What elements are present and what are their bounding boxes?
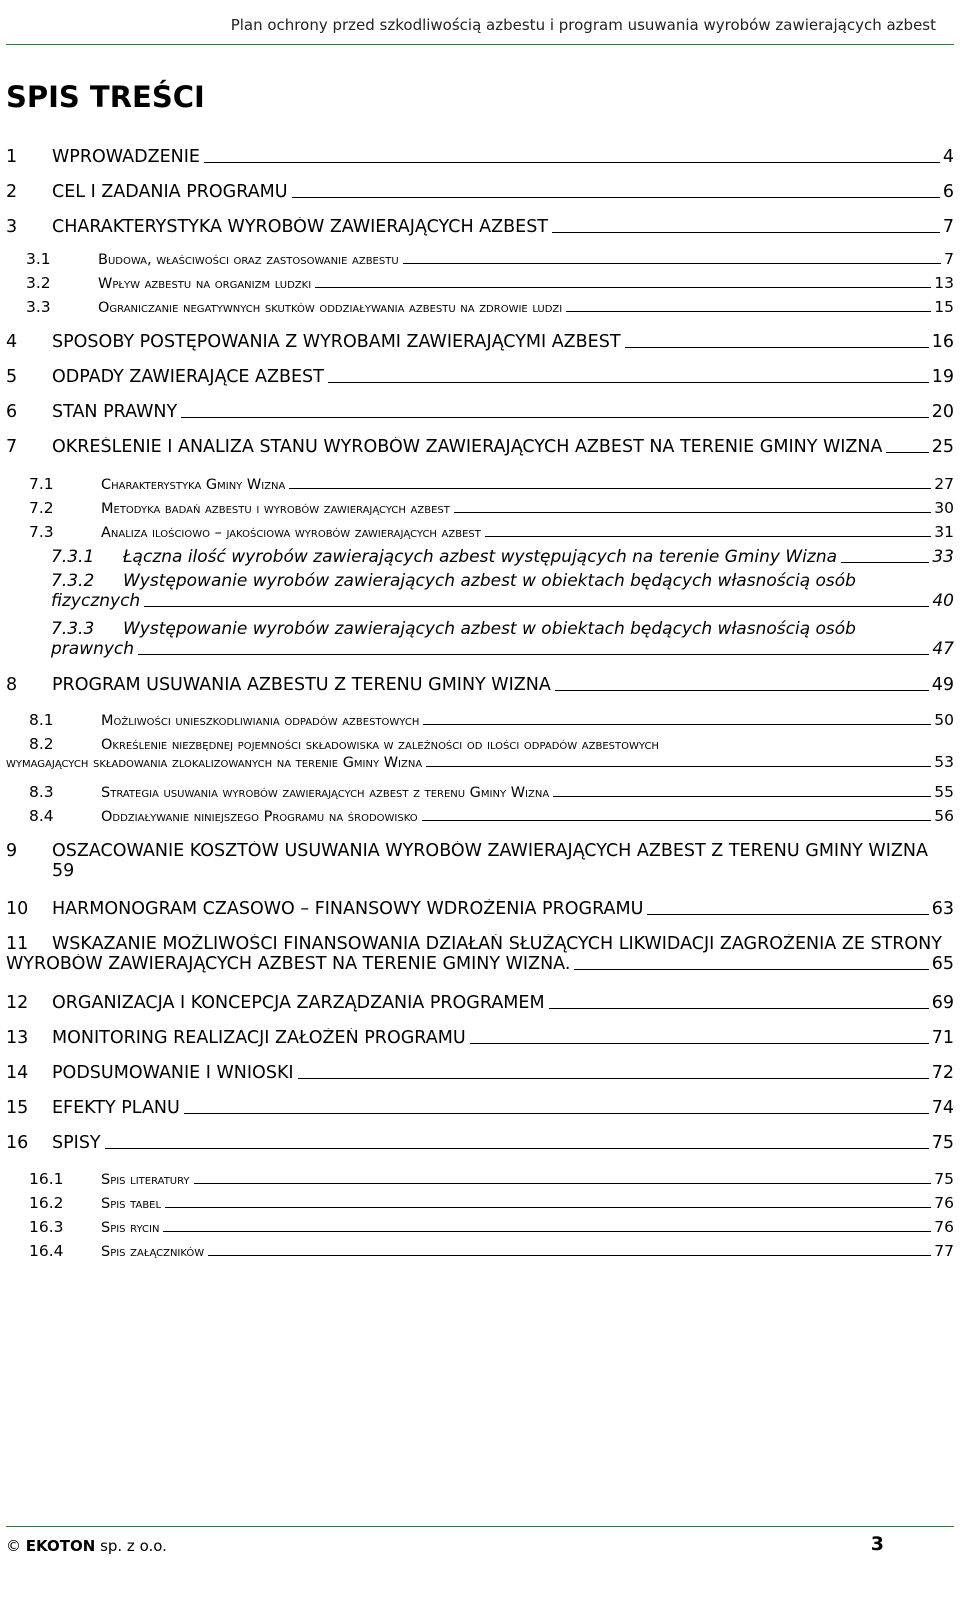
entry-page: 77 — [934, 1242, 954, 1260]
toc-entry-7-3-2[interactable] — [6, 571, 954, 619]
leader-line — [552, 232, 940, 233]
entry-title: Występowanie wyrobów zawierających azbest w obiektach będących własnością osób — [123, 619, 856, 639]
toc-entry-8-1[interactable] — [6, 711, 954, 735]
entry-title: Występowanie wyrobów zawierających azbest w obiektach będących własnością osób — [123, 571, 856, 591]
entry-page: 75 — [934, 1170, 954, 1188]
toc-entry-7-3-1[interactable] — [6, 547, 954, 571]
leader-line — [194, 1183, 932, 1184]
entry-number: 3.3 — [26, 298, 51, 316]
entry-page: 31 — [934, 523, 954, 541]
entry-number: 8.3 — [29, 783, 54, 801]
entry-title: Spis tabel — [101, 1196, 162, 1212]
entry-title-continued: prawnych — [51, 639, 135, 659]
leader-line — [328, 382, 929, 383]
entry-page: 76 — [934, 1194, 954, 1212]
entry-page: 47 — [932, 639, 954, 659]
entry-title: ORGANIZACJA I KONCEPCJA ZARZĄDZANIA PROGRAMEM — [52, 993, 545, 1013]
entry-page: 7 — [942, 217, 954, 237]
entry-page: 4 — [942, 147, 954, 167]
entry-number: 1 — [6, 147, 18, 167]
leader-line — [426, 766, 931, 767]
toc-entry-16-4[interactable] — [6, 1242, 954, 1266]
entry-title: WPROWADZENIE — [52, 147, 200, 167]
table-of-contents — [6, 147, 954, 1266]
entry-title: Oddziaływanie niniejszego Programu na środowisko — [101, 809, 418, 825]
entry-title: MONITORING REALIZACJI ZAŁOŻEŃ PROGRAMU — [52, 1028, 466, 1048]
entry-page: 63 — [931, 899, 954, 919]
entry-page: 33 — [932, 547, 954, 567]
toc-entry-3-1[interactable] — [6, 250, 954, 274]
entry-page: 76 — [934, 1218, 954, 1236]
toc-entry-7-3-3[interactable] — [6, 619, 954, 675]
entry-title: Spis załączników — [101, 1244, 205, 1260]
leader-line — [403, 263, 941, 264]
leader-line — [144, 606, 929, 607]
entry-number: 15 — [6, 1098, 29, 1118]
leader-line — [422, 820, 932, 821]
entry-page: 71 — [931, 1028, 954, 1048]
entry-title: OKREŚLENIE I ANALIZA STANU WYROBÓW ZAWIERAJĄCYCH AZBEST NA TERENIE GMINY WIZNA — [52, 437, 883, 457]
leader-line — [105, 1148, 929, 1149]
entry-title: Charakterystyka Gminy Wizna — [101, 477, 286, 493]
entry-title: CEL I ZADANIA PROGRAMU — [52, 182, 288, 202]
entry-number: 13 — [6, 1028, 29, 1048]
entry-page: 30 — [934, 499, 954, 517]
entry-page: 40 — [932, 591, 954, 611]
entry-title: Wpływ azbestu na organizm ludzki — [98, 276, 312, 292]
entry-title: Możliwości unieszkodliwiania odpadów azbestowych — [101, 713, 420, 729]
toc-entry-10[interactable] — [6, 899, 954, 934]
entry-page: 65 — [931, 954, 954, 974]
entry-number: 7.3 — [29, 523, 54, 541]
entry-number: 14 — [6, 1063, 29, 1083]
entry-page: 7 — [944, 250, 954, 268]
entry-title: OSZACOWANIE KOSZTÓW USUWANIA WYROBÓW ZAWIERAJĄCYCH AZBEST Z TERENU GMINY WIZNA — [52, 841, 928, 861]
toc-entry-5[interactable] — [6, 367, 954, 402]
toc-entry-16-3[interactable] — [6, 1218, 954, 1242]
entry-title: WSKAZANIE MOŻLIWOŚCI FINANSOWANIA DZIAŁAŃ SŁUŻĄCYCH LIKWIDACJI ZAGROŻENIA ZE STRONY — [52, 934, 942, 954]
entry-title: Budowa, właściwości oraz zastosowanie azbestu — [98, 252, 399, 268]
entry-page: 27 — [934, 475, 954, 493]
entry-number: 3.2 — [26, 274, 51, 292]
entry-title: SPOSOBY POSTĘPOWANIA Z WYROBAMI ZAWIERAJĄCYMI AZBEST — [52, 332, 621, 352]
entry-title: ODPADY ZAWIERAJĄCE AZBEST — [52, 367, 324, 387]
leader-line — [625, 347, 929, 348]
entry-number: 16 — [6, 1133, 29, 1153]
entry-page: 55 — [934, 783, 954, 801]
toc-entry-2[interactable] — [6, 182, 954, 217]
entry-title: Strategia usuwania wyrobów zawierających azbest z terenu Gminy Wizna — [101, 785, 550, 801]
toc-entry-4[interactable] — [6, 332, 954, 367]
leader-line — [289, 488, 931, 489]
leader-line — [574, 969, 928, 970]
toc-entry-15[interactable] — [6, 1098, 954, 1133]
entry-number: 9 — [6, 841, 18, 861]
entry-number: 7.2 — [29, 499, 54, 517]
leader-line — [292, 197, 940, 198]
toc-entry-16[interactable] — [6, 1133, 954, 1170]
leader-line — [566, 311, 931, 312]
running-header: Plan ochrony przed szkodliwością azbestu i program usuwania wyrobów zawierających azbest — [230, 16, 936, 34]
leader-line — [553, 796, 931, 797]
entry-title: SPISY — [52, 1133, 101, 1153]
entry-page: 53 — [934, 753, 954, 771]
leader-line — [423, 724, 931, 725]
toc-entry-6[interactable] — [6, 402, 954, 437]
entry-number: 16.4 — [29, 1242, 64, 1260]
leader-line — [841, 562, 929, 563]
entry-title: EFEKTY PLANU — [52, 1098, 180, 1118]
leader-line — [454, 512, 931, 513]
leader-line — [208, 1255, 931, 1256]
toc-entry-12[interactable] — [6, 993, 954, 1028]
entry-title: PROGRAM USUWANIA AZBESTU Z TERENU GMINY WIZNA — [52, 675, 551, 695]
entry-title: Spis literatury — [101, 1172, 190, 1188]
entry-number: 2 — [6, 182, 18, 202]
toc-entry-16-2[interactable] — [6, 1194, 954, 1218]
toc-entry-3-2[interactable] — [6, 274, 954, 298]
entry-page: 72 — [931, 1063, 954, 1083]
entry-number: 12 — [6, 993, 29, 1013]
page-number: 3 — [870, 1533, 884, 1555]
entry-title: PODSUMOWANIE I WNIOSKI — [52, 1063, 294, 1083]
toc-entry-13[interactable] — [6, 1028, 954, 1063]
leader-line — [181, 417, 929, 418]
leader-line — [315, 287, 931, 288]
entry-number: 6 — [6, 402, 18, 422]
entry-title: CHARAKTERYSTYKA WYROBÓW ZAWIERAJĄCYCH AZBEST — [52, 217, 548, 237]
leader-line — [647, 914, 928, 915]
entry-page: 59 — [52, 861, 75, 881]
toc-entry-8-4[interactable] — [6, 807, 954, 841]
toc-entry-7-3[interactable] — [6, 523, 954, 547]
toc-entry-3-3[interactable] — [6, 298, 954, 332]
entry-title: Określenie niezbędnej pojemności składowiska w zależności od ilości odpadów azbestowych — [101, 737, 659, 753]
footer-rule — [6, 1526, 954, 1527]
entry-number: 8.4 — [29, 807, 54, 825]
leader-line — [165, 1207, 931, 1208]
entry-number: 7.3.1 — [51, 547, 95, 567]
entry-page: 75 — [931, 1133, 954, 1153]
entry-page: 74 — [931, 1098, 954, 1118]
entry-number: 5 — [6, 367, 18, 387]
entry-page: 13 — [934, 274, 954, 292]
company-suffix: sp. z o.o. — [100, 1537, 167, 1555]
entry-number: 8 — [6, 675, 18, 695]
toc-entry-7[interactable] — [6, 437, 954, 475]
toc-title: SPIS TREŚCI — [6, 80, 205, 114]
entry-page: 16 — [931, 332, 954, 352]
entry-title: Analiza ilościowo – jakościowa wyrobów zawierających azbest — [101, 525, 481, 541]
entry-number: 8.1 — [29, 711, 54, 729]
toc-entry-7-2[interactable] — [6, 499, 954, 523]
leader-line — [184, 1113, 929, 1114]
entry-number: 3 — [6, 217, 18, 237]
entry-title: Łączna ilość wyrobów zawierających azbest występujących na terenie Gminy Wizna — [123, 547, 838, 567]
header-rule — [6, 44, 954, 45]
entry-page: 19 — [931, 367, 954, 387]
entry-number: 3.1 — [26, 250, 51, 268]
entry-page: 25 — [931, 437, 954, 457]
footer-company — [6, 1537, 167, 1555]
toc-entry-11[interactable] — [6, 934, 954, 993]
copyright-symbol: © — [6, 1537, 21, 1555]
toc-entry-7-1[interactable] — [6, 475, 954, 499]
toc-entry-8-3[interactable] — [6, 783, 954, 807]
entry-number: 16.1 — [29, 1170, 64, 1188]
entry-page: 69 — [931, 993, 954, 1013]
entry-title-continued: wymagających składowania zlokalizowanych na terenie Gminy Wizna — [6, 755, 423, 771]
entry-title-continued: fizycznych — [51, 591, 141, 611]
toc-entry-8[interactable] — [6, 675, 954, 711]
toc-entry-1[interactable] — [6, 147, 954, 182]
leader-line — [886, 452, 928, 453]
entry-number: 8.2 — [29, 735, 54, 753]
entry-title: HARMONOGRAM CZASOWO – FINANSOWY WDROŻENIA PROGRAMU — [52, 899, 644, 919]
leader-line — [549, 1008, 929, 1009]
entry-number: 4 — [6, 332, 18, 352]
entry-page: 49 — [931, 675, 954, 695]
entry-page: 56 — [934, 807, 954, 825]
toc-entry-3[interactable] — [6, 217, 954, 250]
leader-line — [555, 690, 929, 691]
entry-number: 7.1 — [29, 475, 54, 493]
entry-number: 16.2 — [29, 1194, 64, 1212]
leader-line — [138, 654, 929, 655]
entry-page: 15 — [934, 298, 954, 316]
toc-entry-8-2[interactable] — [6, 735, 954, 783]
entry-title: Spis rycin — [101, 1220, 160, 1236]
entry-page: 50 — [934, 711, 954, 729]
leader-line — [298, 1078, 929, 1079]
entry-title: Ograniczanie negatywnych skutków oddziaływania azbestu na zdrowie ludzi — [98, 300, 563, 316]
entry-title-continued: WYROBÓW ZAWIERAJĄCYCH AZBEST NA TERENIE GMINY WIZNA. — [6, 954, 571, 974]
leader-line — [485, 536, 931, 537]
entry-number: 7.3.2 — [51, 571, 95, 591]
entry-number: 7 — [6, 437, 18, 457]
leader-line — [163, 1231, 931, 1232]
entry-title: Metodyka badań azbestu i wyrobów zawierających azbest — [101, 501, 450, 517]
entry-number: 11 — [6, 934, 29, 954]
entry-number: 10 — [6, 899, 29, 919]
entry-page: 6 — [942, 182, 954, 202]
leader-line — [470, 1043, 929, 1044]
entry-page: 20 — [931, 402, 954, 422]
entry-number: 7.3.3 — [51, 619, 95, 639]
entry-title: STAN PRAWNY — [52, 402, 178, 422]
toc-entry-14[interactable] — [6, 1063, 954, 1098]
toc-entry-9[interactable] — [6, 841, 954, 899]
leader-line — [204, 162, 940, 163]
entry-number: 16.3 — [29, 1218, 64, 1236]
company-name: EKOTON — [25, 1537, 96, 1555]
toc-entry-16-1[interactable] — [6, 1170, 954, 1194]
